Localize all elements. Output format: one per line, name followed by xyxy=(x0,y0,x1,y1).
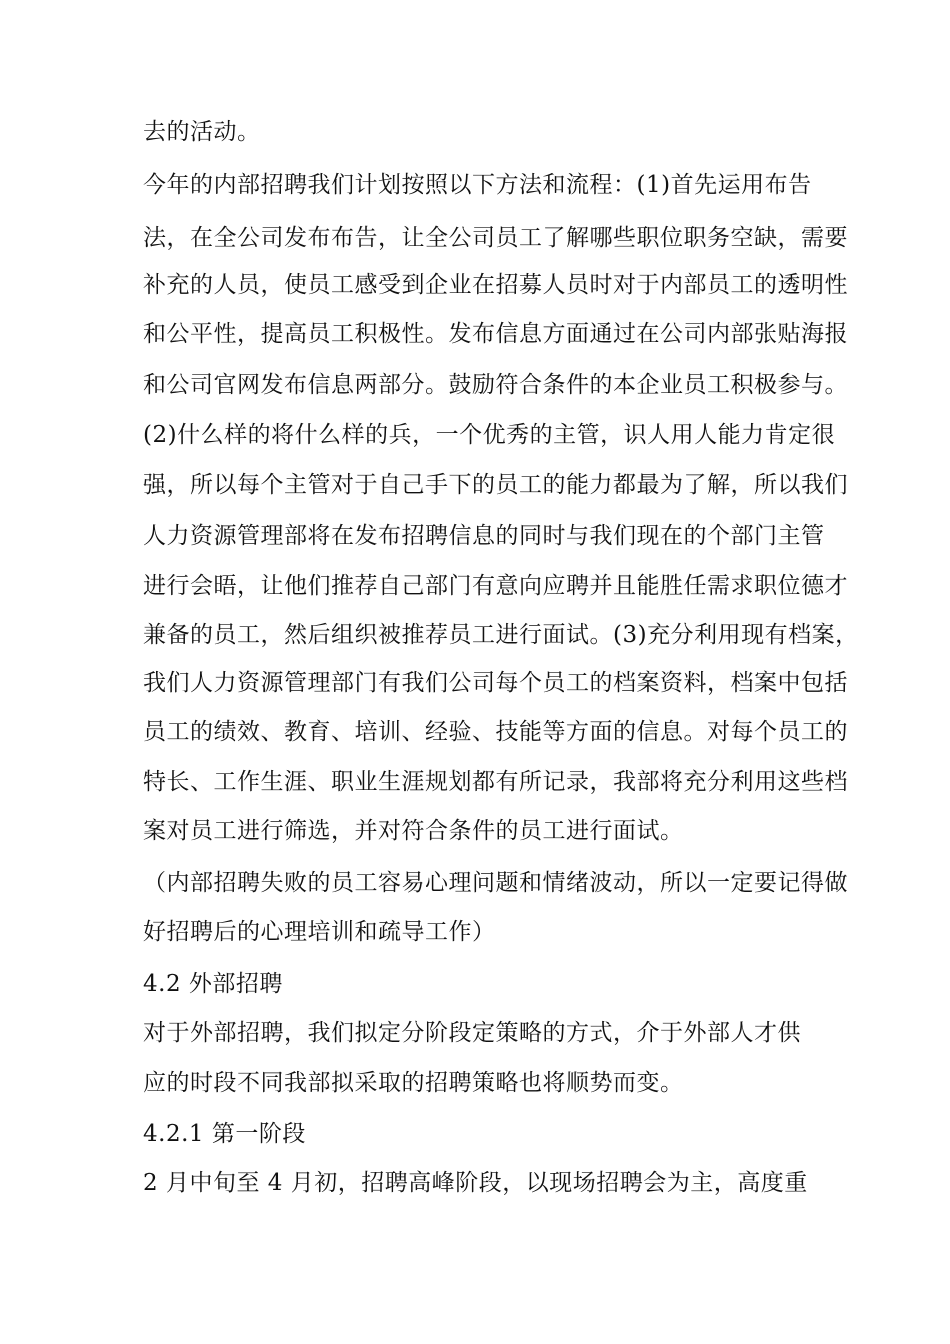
text-line: 兼备的员工，然后组织被推荐员工进行面试。(3)充分利用现有档案， xyxy=(143,622,859,648)
text-line: 对于外部招聘，我们拟定分阶段定策略的方式，介于外部人才供 xyxy=(143,1020,801,1046)
text-line: 去的活动。 xyxy=(143,119,261,145)
text-line: 好招聘后的心理培训和疏导工作） xyxy=(143,919,496,945)
text-line: 补充的人员，使员工感受到企业在招募人员时对于内部员工的透明性 xyxy=(143,272,848,298)
text-line: （内部招聘失败的员工容易心理问题和情绪波动，所以一定要记得做 xyxy=(143,870,848,896)
text-line: 法，在全公司发布布告，让全公司员工了解哪些职位职务空缺，需要 xyxy=(143,225,848,251)
text-line: 应的时段不同我部拟采取的招聘策略也将顺势而变。 xyxy=(143,1070,684,1096)
text-line: 特长、工作生涯、职业生涯规划都有所记录，我部将充分利用这些档 xyxy=(143,769,848,795)
text-line: 2 月中旬至 4 月初，招聘高峰阶段，以现场招聘会为主，高度重 xyxy=(143,1170,808,1196)
text-line: 进行会晤，让他们推荐自己部门有意向应聘并且能胜任需求职位德才 xyxy=(143,573,848,599)
text-line: 人力资源管理部将在发布招聘信息的同时与我们现在的个部门主管 xyxy=(143,523,825,549)
text-line: 强，所以每个主管对于自己手下的员工的能力都最为了解，所以我们 xyxy=(143,472,848,498)
text-line: (2)什么样的将什么样的兵，一个优秀的主管，识人用人能力肯定很 xyxy=(143,422,836,448)
text-line: 和公司官网发布信息两部分。鼓励符合条件的本企业员工积极参与。 xyxy=(143,372,848,398)
text-line: 案对员工进行筛选，并对符合条件的员工进行面试。 xyxy=(143,818,684,844)
section-heading: 4.2 外部招聘 xyxy=(143,971,283,997)
text-line: 和公平性，提高员工积极性。发布信息方面通过在公司内部张贴海报 xyxy=(143,321,848,347)
subsection-heading: 4.2.1 第一阶段 xyxy=(143,1121,306,1147)
text-line: 我们人力资源管理部门有我们公司每个员工的档案资料，档案中包括 xyxy=(143,670,848,696)
text-line: 员工的绩效、教育、培训、经验、技能等方面的信息。对每个员工的 xyxy=(143,719,848,745)
text-line: 今年的内部招聘我们计划按照以下方法和流程：(1)首先运用布告 xyxy=(143,172,812,198)
